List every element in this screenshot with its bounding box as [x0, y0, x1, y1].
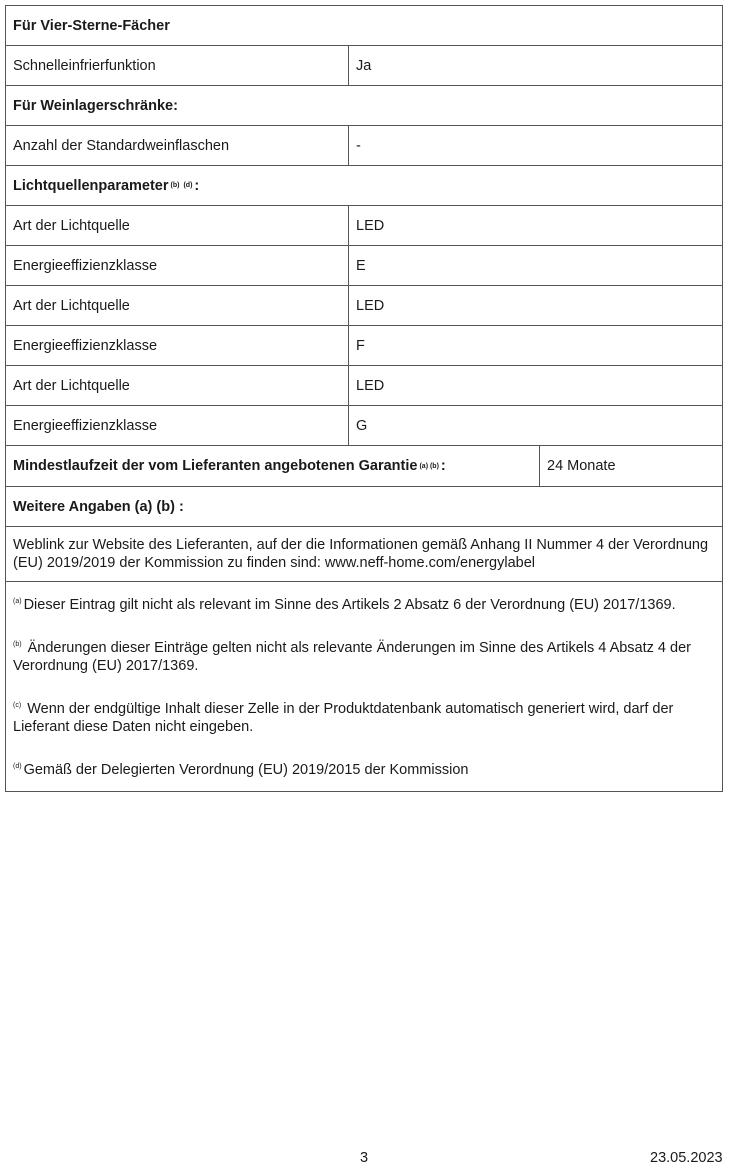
footnote-ref: (a) (b): [419, 462, 439, 470]
row-label: Schnelleinfrierfunktion: [6, 46, 349, 85]
warranty-row: [6, 446, 722, 487]
footnote-c: [6, 685, 722, 746]
footnote-text: Dieser Eintrag gilt nicht als relevant im Sinne des Artikels 2 Absatz 6 der Verordnung (EU) 2017/1369.: [23, 597, 676, 613]
section-header-light: [6, 166, 722, 206]
section-title: Für Vier-Sterne-Fächer: [13, 17, 170, 34]
footnote-mark: (c): [13, 702, 22, 709]
footnotes-row: [6, 582, 722, 791]
document-date: 23.05.2023: [650, 1150, 723, 1166]
row-label: Art der Lichtquelle: [6, 286, 349, 325]
footnote-text: Änderungen dieser Einträge gelten nicht als relevante Änderungen im Sinne des Artikels 4 Absatz 4 der Verordnung (EU) 2017/1369.: [13, 640, 691, 674]
row-value: G: [356, 417, 368, 434]
section-header-four-star: [6, 6, 722, 46]
row-label: Anzahl der Standardweinflaschen: [6, 126, 349, 165]
colon: :: [194, 177, 200, 194]
footnote-a: [6, 582, 722, 624]
row-value: Ja: [356, 57, 372, 74]
table-row: [6, 46, 722, 86]
row-value: E: [356, 257, 366, 274]
colon: :: [440, 458, 446, 474]
table-row: [6, 406, 722, 446]
footnote-b: [6, 624, 722, 685]
footnote-ref: (d): [183, 182, 193, 189]
section-title: Weitere Angaben (a) (b) :: [13, 498, 184, 515]
footnote-ref: (b): [170, 182, 180, 189]
section-header-more-info: [6, 487, 722, 527]
row-label: Energieeffizienzklasse: [6, 406, 349, 445]
table-row: [6, 286, 722, 326]
row-label: Art der Lichtquelle: [6, 366, 349, 405]
footnote-d: [6, 746, 722, 789]
weblink-row: [6, 527, 722, 582]
section-title: Für Weinlagerschränke:: [13, 97, 178, 114]
row-label: Art der Lichtquelle: [6, 206, 349, 245]
table-row: [6, 246, 722, 286]
section-title-text: Lichtquellenparameter: [13, 177, 169, 194]
footnote-mark: (a): [13, 598, 22, 605]
table-row: [6, 326, 722, 366]
page-number: 3: [360, 1150, 369, 1166]
row-value: LED: [356, 297, 385, 314]
row-value: F: [356, 337, 365, 354]
row-value: -: [356, 137, 361, 154]
table-row: [6, 366, 722, 406]
section-header-wine: [6, 86, 722, 126]
footnote-text: Wenn der endgültige Inhalt dieser Zelle in der Produktdatenbank automatisch generiert wird, darf der Lieferant diese Daten nicht eingeben.: [13, 701, 674, 735]
product-info-table: [5, 5, 723, 792]
footnotes: [6, 582, 722, 791]
weblink-text: Weblink zur Website des Lieferanten, auf der die Informationen gemäß Anhang II Nummer 4 der Verordnung (EU) 2019/2019 der Kommission zu finden sind: www.neff-home.com/energylabel: [13, 537, 709, 571]
warranty-value: 24 Monate: [547, 458, 616, 474]
table-row: [6, 126, 722, 166]
row-label: Energieeffizienzklasse: [6, 246, 349, 285]
row-value: LED: [356, 377, 385, 394]
warranty-label-text: Mindestlaufzeit der vom Lieferanten angebotenen Garantie: [13, 458, 418, 474]
row-label: Energieeffizienzklasse: [6, 326, 349, 365]
section-title: [6, 166, 722, 205]
footnote-text: Gemäß der Delegierten Verordnung (EU) 2019/2015 der Kommission: [23, 762, 469, 778]
footnote-mark: (d): [13, 763, 22, 770]
footnote-mark: (b): [13, 641, 22, 648]
row-value: LED: [356, 217, 385, 234]
table-row: [6, 206, 722, 246]
warranty-label: [6, 446, 540, 486]
